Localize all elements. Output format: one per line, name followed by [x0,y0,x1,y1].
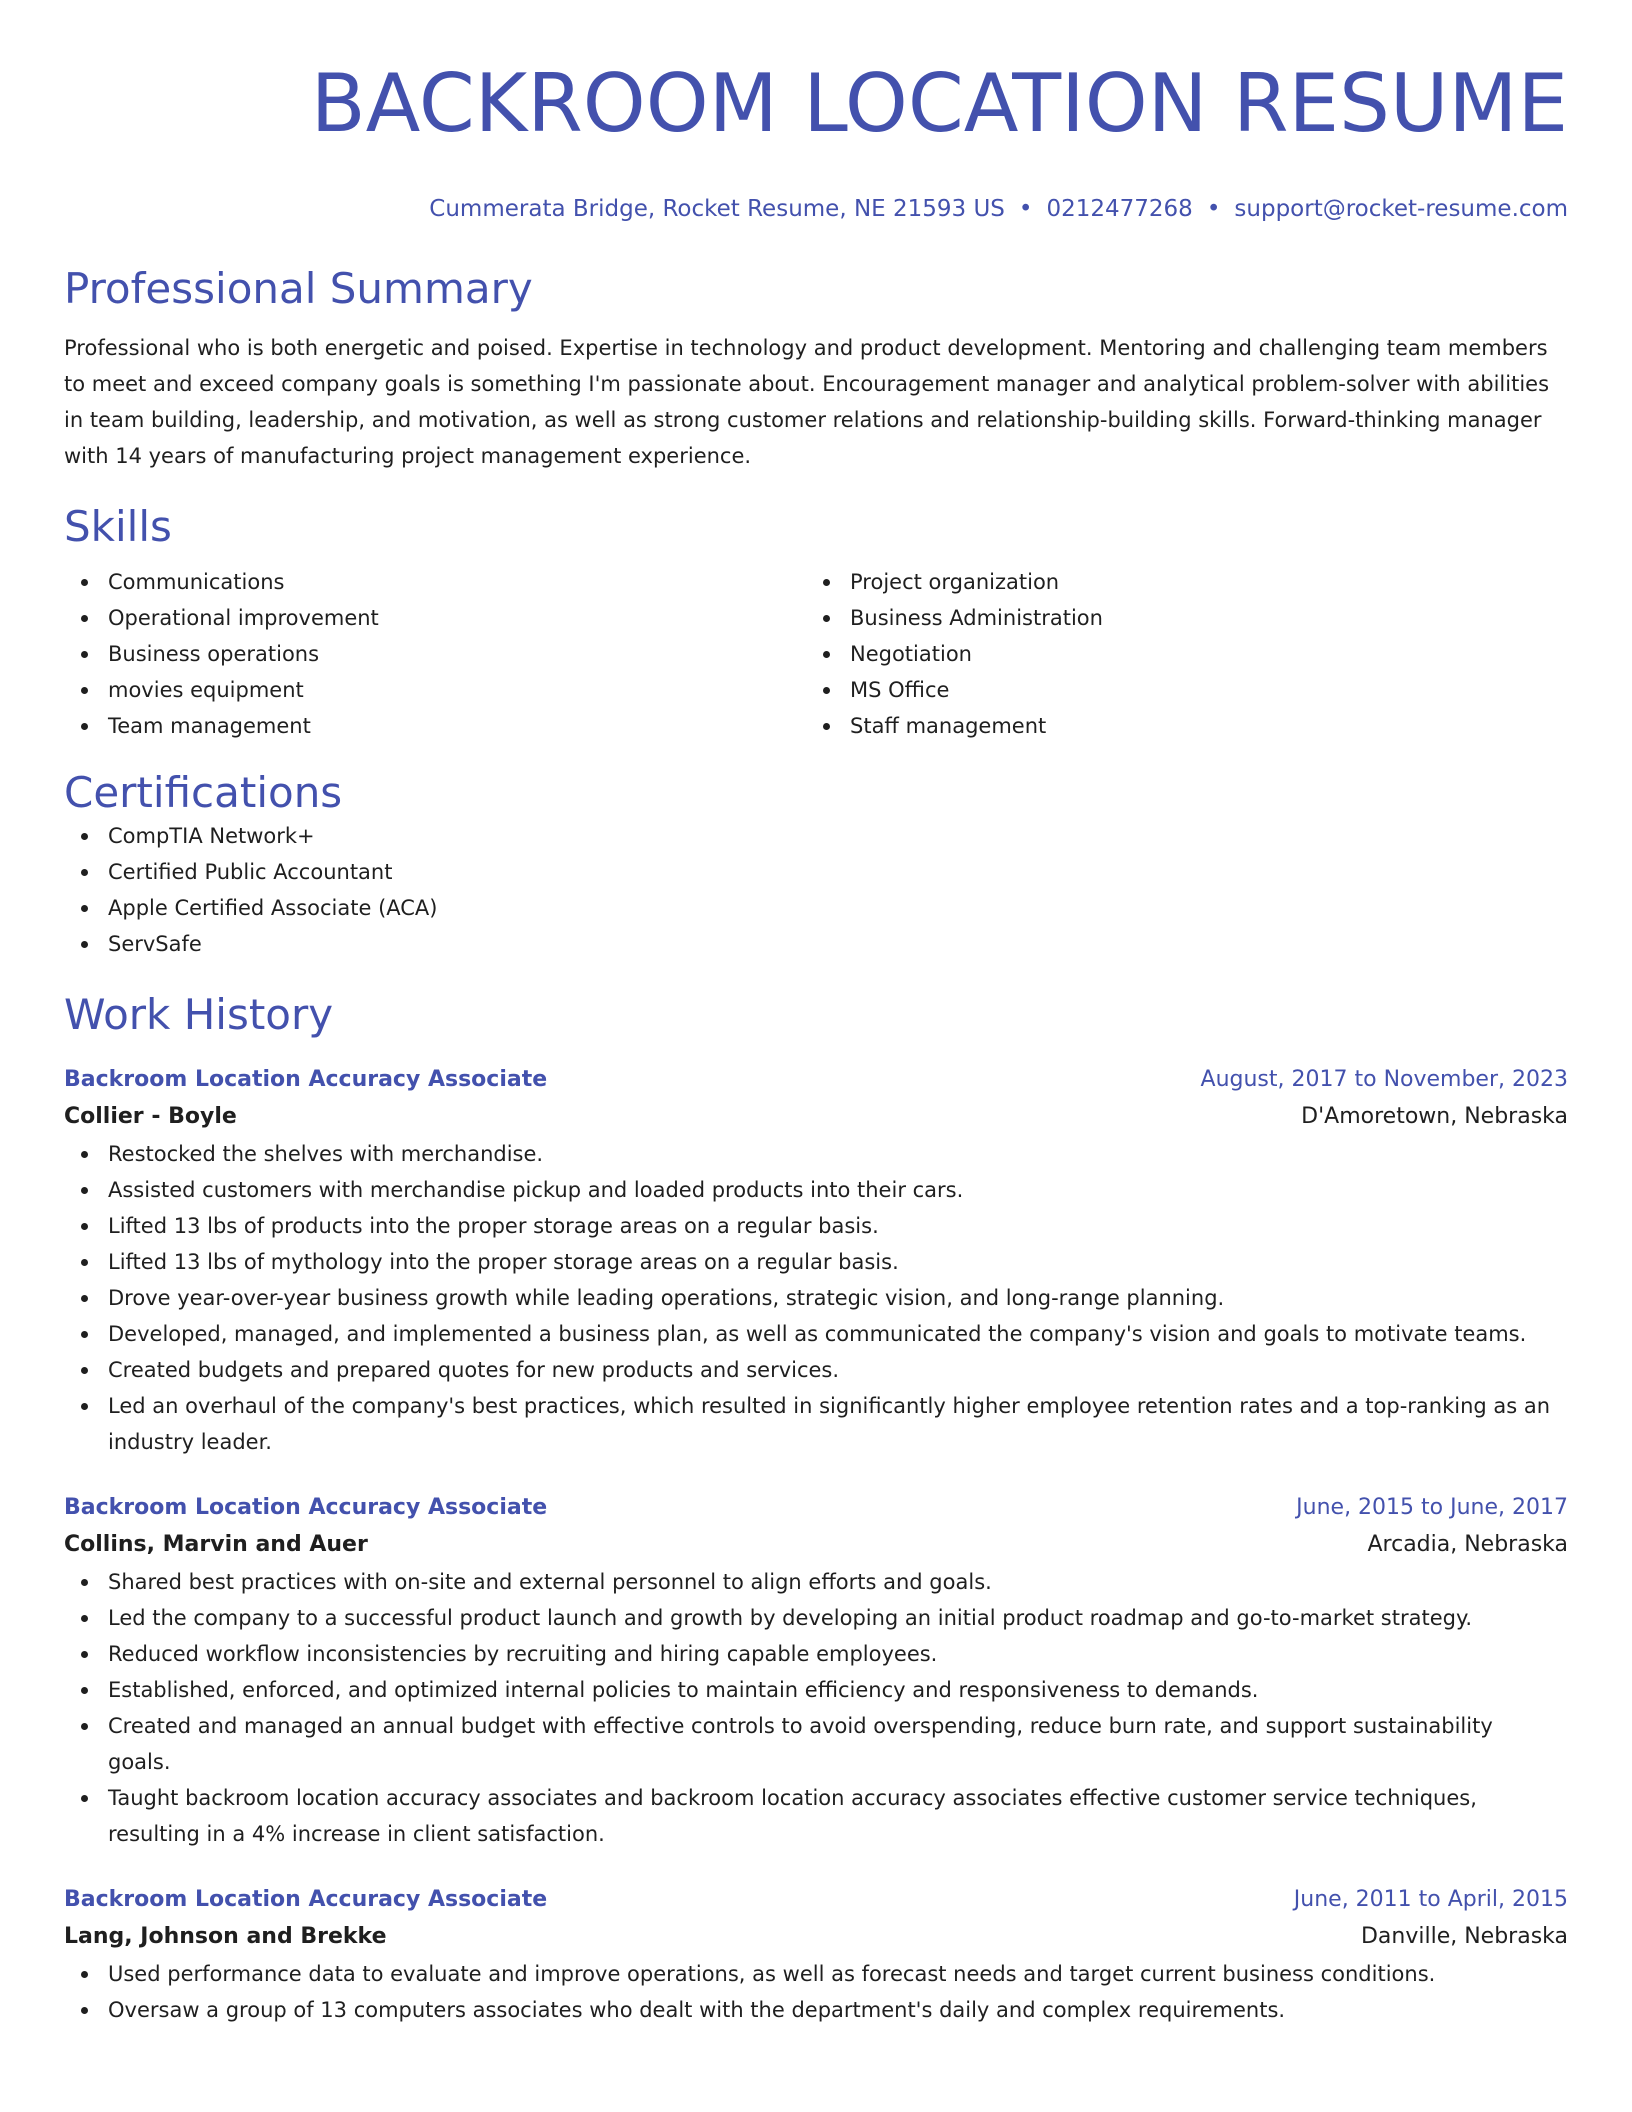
certifications-list [64,818,1568,962]
skills-list-right [806,564,1548,744]
skill-item: Communications [64,564,806,600]
skills-section [64,502,1568,744]
certification-item: ServSafe [64,926,1568,962]
job-bullets [64,1136,1568,1460]
job-company-row [64,1918,1568,1956]
contact-separator: • [1206,196,1221,222]
work-history-section [64,990,1568,2028]
job-company: Collier - Boyle [64,1104,237,1129]
job-company-row [64,1526,1568,1564]
contact-address: Cummerata Bridge, Rocket Resume, NE 21593 US [429,196,1005,222]
skills-columns [64,564,1568,744]
job-location: D'Amoretown, Nebraska [1301,1104,1568,1129]
skill-item: Operational improvement [64,600,806,636]
skill-item: Business operations [64,636,806,672]
job-bullet: Restocked the shelves with merchandise. [64,1136,1568,1172]
job-location: Arcadia, Nebraska [1367,1532,1568,1557]
job-bullets [64,1564,1568,1852]
job-dates: August, 2017 to November, 2023 [1200,1067,1568,1092]
job-location: Danville, Nebraska [1360,1924,1568,1949]
job-bullet: Shared best practices with on-site and external personnel to align efforts and goals. [64,1564,1568,1600]
job-title: Backroom Location Accuracy Associate [64,1495,548,1520]
skill-item: Project organization [806,564,1548,600]
certification-item: Certified Public Accountant [64,854,1568,890]
job-company: Lang, Johnson and Brekke [64,1924,387,1949]
certification-item: Apple Certified Associate (ACA) [64,890,1568,926]
skill-item: Negotiation [806,636,1548,672]
job-entry [64,1490,1568,1852]
certifications-heading: Certifications [64,768,343,817]
job-bullet: Led the company to a successful product launch and growth by developing an initial product roadmap and go-to-market strategy. [64,1600,1568,1636]
job-bullet: Lifted 13 lbs of mythology into the proper storage areas on a regular basis. [64,1244,1568,1280]
skill-item: MS Office [806,672,1548,708]
job-bullet: Led an overhaul of the company's best practices, which resulted in significantly higher employee retention rates and a top-ranking as an industry leader. [64,1388,1568,1460]
job-bullet: Oversaw a group of 13 computers associates who dealt with the department's daily and complex requirements. [64,1992,1568,2028]
skills-list-left [64,564,806,744]
job-bullet: Created budgets and prepared quotes for new products and services. [64,1352,1568,1388]
job-company-row [64,1098,1568,1136]
certifications-section [64,768,1568,962]
skill-item: Staff management [806,708,1548,744]
job-bullet: Taught backroom location accuracy associates and backroom location accuracy associates effective customer service techniques, resulting in a 4% increase in client satisfaction. [64,1780,1568,1852]
job-bullet: Assisted customers with merchandise pickup and loaded products into their cars. [64,1172,1568,1208]
skill-item: Team management [64,708,806,744]
job-title-row [64,1882,1568,1918]
job-entry [64,1882,1568,2028]
job-bullet: Lifted 13 lbs of products into the proper storage areas on a regular basis. [64,1208,1568,1244]
job-company: Collins, Marvin and Auer [64,1532,368,1557]
summary-section [64,264,1568,474]
job-bullets [64,1956,1568,2028]
job-bullet: Reduced workflow inconsistencies by recruiting and hiring capable employees. [64,1636,1568,1672]
skills-heading: Skills [64,502,172,551]
summary-text: Professional who is both energetic and poised. Expertise in technology and product development. Mentoring and challenging team members to meet and exceed company goals is something I'm passionate about. Encouragement manager and analytical problem-solver with abilities in team building, leadership, and motivation, as well as strong customer relations and relationship-building skills. Forward-thinking manager with 14 years of manufacturing project management experience. [64,336,1550,468]
skill-item: movies equipment [64,672,806,708]
job-bullet: Established, enforced, and optimized internal policies to maintain efficiency and responsiveness to demands. [64,1672,1568,1708]
job-bullet: Created and managed an annual budget with effective controls to avoid overspending, reduce burn rate, and support sustainability goals. [64,1708,1568,1780]
resume-name: BACKROOM LOCATION RESUME [310,57,1568,150]
contact-line [64,194,1568,224]
job-title: Backroom Location Accuracy Associate [64,1887,548,1912]
summary-heading: Professional Summary [64,264,533,313]
job-dates: June, 2011 to April, 2015 [1293,1887,1568,1912]
job-entry [64,1062,1568,1460]
work-history-heading: Work History [64,990,334,1039]
contact-phone: 0212477268 [1046,196,1193,222]
job-bullet: Drove year-over-year business growth while leading operations, strategic vision, and long-range planning. [64,1280,1568,1316]
contact-separator: • [1018,196,1033,222]
job-title-row [64,1490,1568,1526]
job-dates: June, 2015 to June, 2017 [1296,1495,1568,1520]
skill-item: Business Administration [806,600,1548,636]
job-bullet: Developed, managed, and implemented a business plan, as well as communicated the company's vision and goals to motivate teams. [64,1316,1568,1352]
job-bullet: Used performance data to evaluate and improve operations, as well as forecast needs and target current business conditions. [64,1956,1568,1992]
certification-item: CompTIA Network+ [64,818,1568,854]
job-title: Backroom Location Accuracy Associate [64,1067,548,1092]
contact-email[interactable]: support@rocket-resume.com [1234,196,1568,222]
job-title-row [64,1062,1568,1098]
